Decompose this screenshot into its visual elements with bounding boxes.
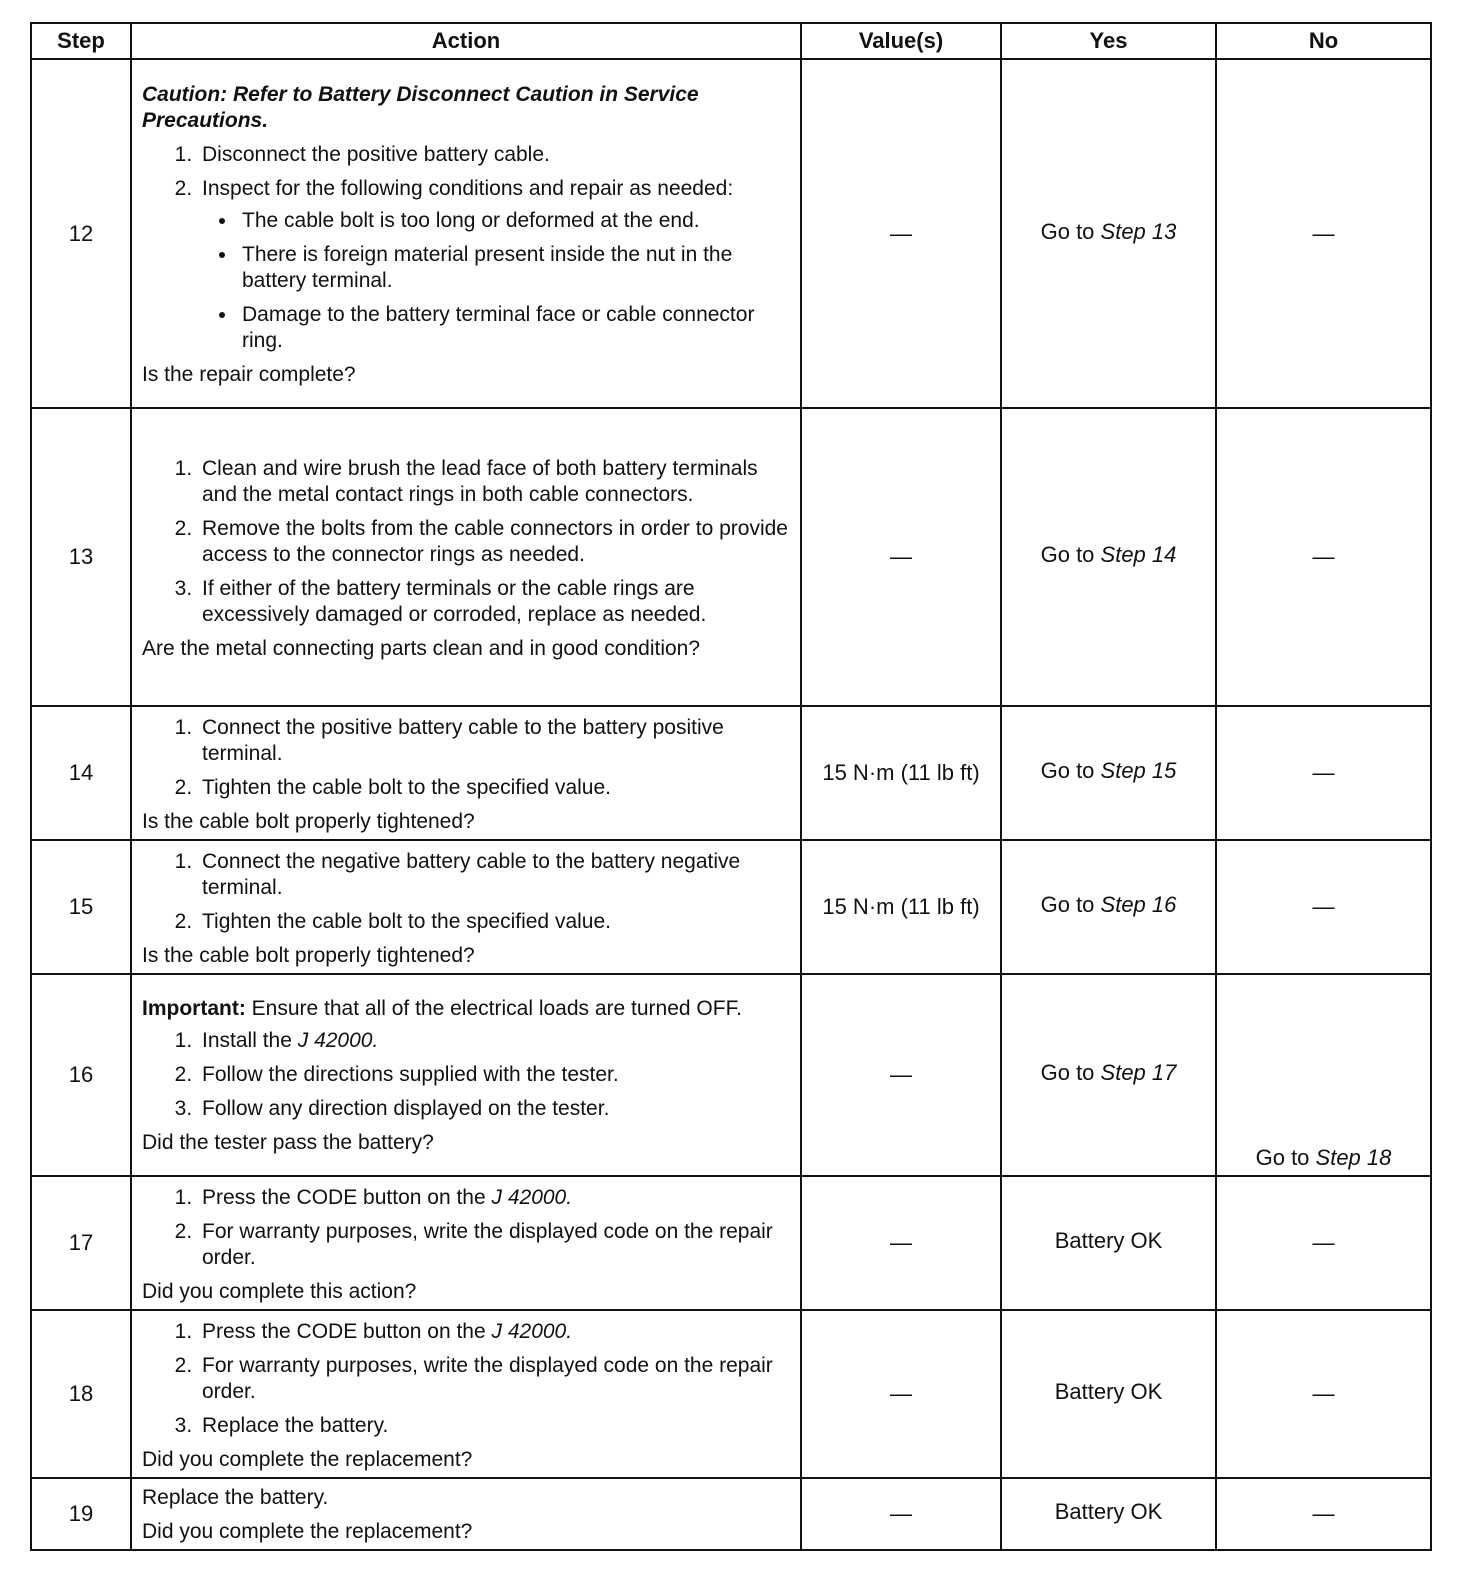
action-cell [131,1176,801,1310]
caution-text: Caution: Refer to Battery Disconnect Caution in Service Precautions. [142,82,699,132]
table-row [31,1478,1431,1550]
action-cell [131,706,801,840]
step-number: 12 [31,59,131,408]
yes-cell [1001,59,1216,408]
list-item [198,176,790,354]
step-list [142,715,790,801]
yes-step-link: Step 16 [1100,892,1177,917]
question-text: Is the cable bolt properly tightened? [142,944,475,967]
tool-reference: J 42000. [491,1320,573,1343]
yes-cell: Battery OK [1001,1310,1216,1478]
condition-list [202,208,790,354]
table-row [31,1176,1431,1310]
important-text: Ensure that all of the electrical loads are turned OFF. [245,997,742,1020]
value-cell: 15 N·m (11 lb ft) [801,706,1001,840]
list-item-text: Install the [202,1029,298,1052]
header-step: Step [31,23,131,59]
no-cell: — [1216,408,1431,706]
question-text: Did the tester pass the battery? [142,1131,434,1154]
list-item: 2. Tighten the cable bolt to the specified value. [198,775,790,801]
yes-cell [1001,706,1216,840]
table-row [31,408,1431,706]
action-text: Replace the battery. [142,1486,329,1509]
list-item [198,1319,790,1345]
step-number: 13 [31,408,131,706]
action-cell [131,840,801,974]
list-item: 2. Remove the bolts from the cable connectors in order to provide access to the connector rings as needed. [198,516,790,568]
no-cell: — [1216,706,1431,840]
no-step-link: Step 18 [1315,1145,1392,1170]
step-number: 18 [31,1310,131,1478]
yes-prefix: Go to [1040,218,1101,244]
tool-reference: J 42000. [297,1029,379,1052]
yes-cell [1001,974,1216,1176]
question-text: Did you complete the replacement? [142,1520,473,1543]
yes-prefix: Go to [1040,1060,1101,1085]
no-cell: — [1216,1478,1431,1550]
yes-step-link: Step 15 [1100,758,1177,783]
tool-reference: J 42000. [491,1186,573,1209]
diagnostic-table [30,22,1432,1551]
list-item: 3. Follow any direction displayed on the tester. [198,1096,790,1122]
yes-cell [1001,840,1216,974]
value-cell: 15 N·m (11 lb ft) [801,840,1001,974]
value-cell: — [801,1310,1001,1478]
step-list [142,142,790,354]
list-item: 3. Replace the battery. [198,1413,790,1439]
list-item: 2. Tighten the cable bolt to the specified value. [198,909,790,935]
yes-step-link: Step 17 [1100,1060,1177,1085]
action-cell [131,1478,801,1550]
yes-prefix: Go to [1040,892,1101,917]
list-item: 3. If either of the battery terminals or the cable rings are excessively damaged or corroded, replace as needed. [198,576,790,628]
no-cell: — [1216,840,1431,974]
step-list [142,1319,790,1439]
important-note [142,996,790,1022]
no-cell: — [1216,1310,1431,1478]
step-list [142,1028,790,1122]
step-list [142,1185,790,1271]
question-text: Is the cable bolt properly tightened? [142,810,475,833]
yes-cell: Battery OK [1001,1176,1216,1310]
yes-prefix: Go to [1040,758,1101,783]
list-item: 1. Clean and wire brush the lead face of both battery terminals and the metal contact rings in both cable connectors. [198,456,790,508]
header-no: No [1216,23,1431,59]
action-cell [131,1310,801,1478]
no-prefix: Go to [1255,1145,1316,1170]
action-cell [131,59,801,408]
list-item: 1. Connect the negative battery cable to the battery negative terminal. [198,849,790,901]
step-number: 15 [31,840,131,974]
bullet-item: • Damage to the battery terminal face or cable connector ring. [238,302,790,354]
value-cell: — [801,1478,1001,1550]
table-row [31,1310,1431,1478]
value-cell: — [801,974,1001,1176]
step-list [142,849,790,935]
bullet-item: • The cable bolt is too long or deformed at the end. [238,208,790,234]
yes-cell [1001,408,1216,706]
yes-step-link: Step 13 [1100,218,1177,244]
step-number: 16 [31,974,131,1176]
table-row [31,706,1431,840]
value-cell: — [801,1176,1001,1310]
yes-step-link: Step 14 [1100,542,1177,567]
list-item [198,1028,790,1054]
yes-cell: Battery OK [1001,1478,1216,1550]
list-item-text: Press the CODE button on the [202,1186,492,1209]
question-text: Did you complete this action? [142,1280,417,1303]
table-row [31,974,1431,1176]
list-item [198,1185,790,1211]
step-list [142,456,790,628]
no-cell: — [1216,1176,1431,1310]
step-number: 14 [31,706,131,840]
question-text: Did you complete the replacement? [142,1448,473,1471]
step-number: 19 [31,1478,131,1550]
action-cell [131,408,801,706]
bullet-item: • There is foreign material present inside the nut in the battery terminal. [238,242,790,294]
step-number: 17 [31,1176,131,1310]
no-cell [1216,974,1431,1176]
list-item: 2. Follow the directions supplied with the tester. [198,1062,790,1088]
list-item: 2. For warranty purposes, write the displayed code on the repair order. [198,1219,790,1271]
list-item: 2. For warranty purposes, write the displayed code on the repair order. [198,1353,790,1405]
question-text: Is the repair complete? [142,362,356,386]
question-text: Are the metal connecting parts clean and in good condition? [142,637,701,660]
list-item: 1. Disconnect the positive battery cable. [198,142,790,168]
list-item-text: Press the CODE button on the [202,1320,492,1343]
important-label: Important: [142,997,246,1020]
value-cell: — [801,408,1001,706]
no-cell: — [1216,59,1431,408]
value-cell: — [801,59,1001,408]
header-row [31,23,1431,59]
header-yes: Yes [1001,23,1216,59]
table-row [31,59,1431,408]
header-action: Action [131,23,801,59]
header-values: Value(s) [801,23,1001,59]
action-cell [131,974,801,1176]
yes-prefix: Go to [1040,542,1101,567]
list-item: 1. Connect the positive battery cable to the battery positive terminal. [198,715,790,767]
list-item-text: Inspect for the following conditions and repair as needed: [202,176,734,200]
table-row [31,840,1431,974]
